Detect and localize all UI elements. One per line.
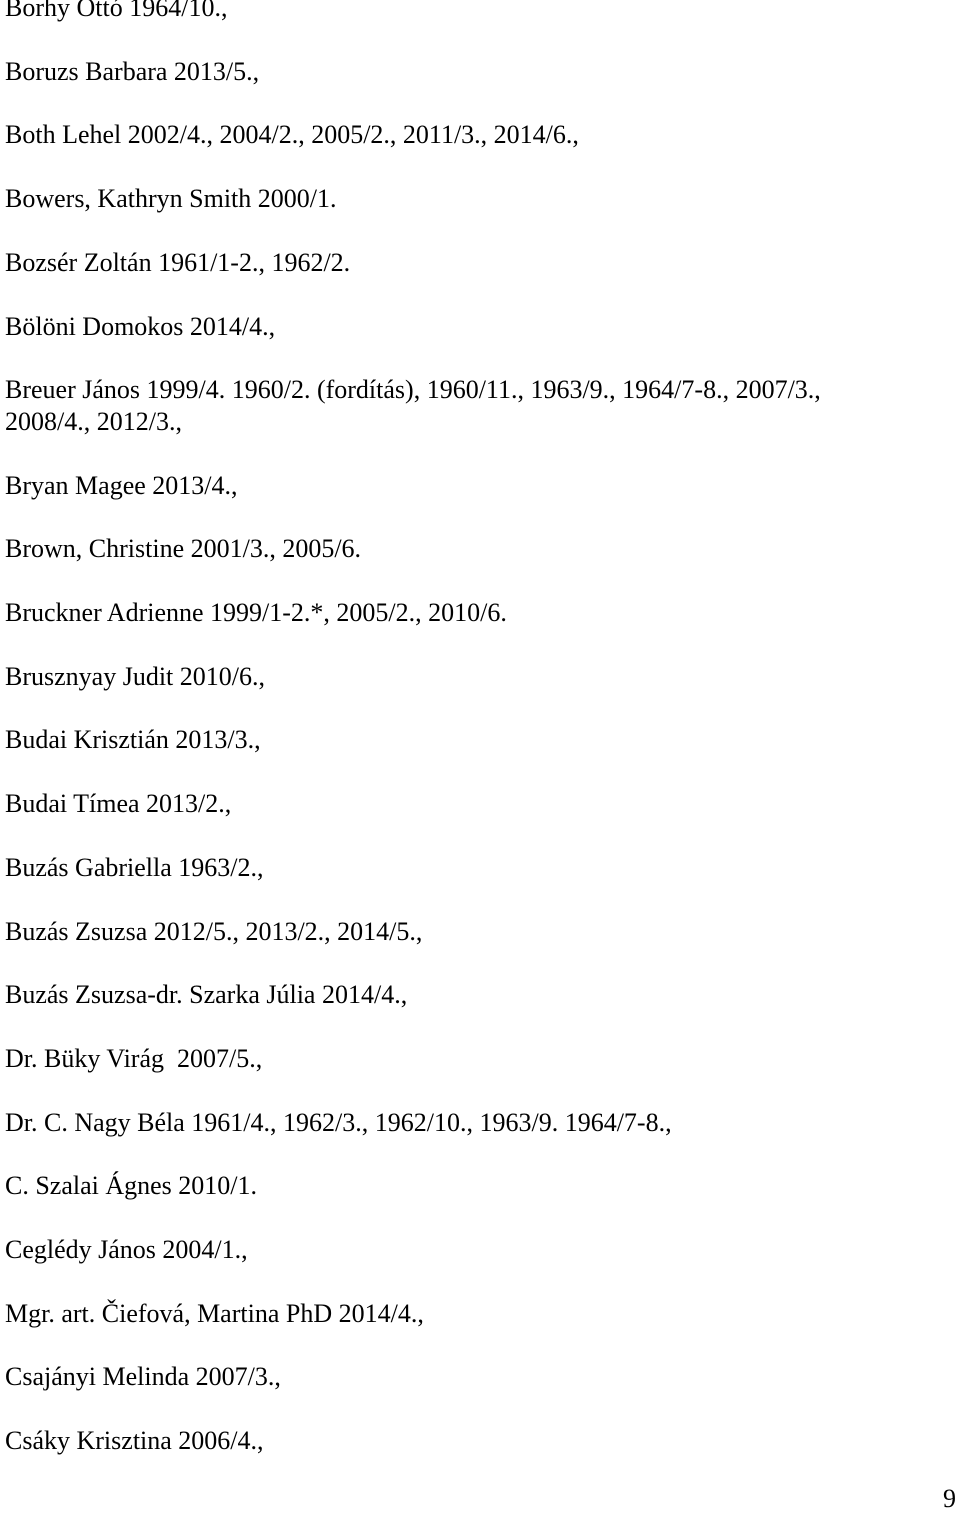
index-entry: Budai Tímea 2013/2., [5,789,232,819]
index-entry: Bruckner Adrienne 1999/1-2.*, 2005/2., 2010/6. [5,598,507,628]
index-entry: Bozsér Zoltán 1961/1-2., 1962/2. [5,247,351,277]
index-entry: Ceglédy János 2004/1., [5,1235,248,1265]
index-entry: Csáky Krisztina 2006/4., [5,1426,264,1456]
index-entry: Both Lehel 2002/4., 2004/2., 2005/2., 2011/3., 2014/6., [5,120,579,150]
index-entry: Brusznyay Judit 2010/6., [5,661,265,691]
index-entry: Borhy Ottó 1964/10., [5,0,228,22]
index-entry: Brown, Christine 2001/3., 2005/6. [5,534,362,564]
author-index-list [5,0,950,1489]
index-entry: C. Szalai Ágnes 2010/1. [5,1171,258,1201]
index-entry: Budai Krisztián 2013/3., [5,725,261,755]
index-entry: Dr. Büky Virág 2007/5., [5,1043,263,1073]
index-entry: Bryan Magee 2013/4., [5,470,238,500]
page-number: 9 [943,1484,956,1513]
index-entry: Mgr. art. Čiefová, Martina PhD 2014/4., [5,1298,424,1328]
index-entry: Buzás Zsuzsa-dr. Szarka Júlia 2014/4., [5,980,408,1010]
index-entry: Buzás Zsuzsa 2012/5., 2013/2., 2014/5., [5,916,423,946]
index-entry: Csajányi Melinda 2007/3., [5,1362,281,1392]
index-entry: Dr. C. Nagy Béla 1961/4., 1962/3., 1962/10., 1963/9. 1964/7-8., [5,1107,672,1137]
index-entry: Bowers, Kathryn Smith 2000/1. [5,184,337,214]
index-entry: Bölöni Domokos 2014/4., [5,311,276,341]
index-entry: Breuer János 1999/4. 1960/2. (fordítás), 1960/11., 1963/9., 1964/7-8., 2007/3., 2008/4., 2012/3., [5,375,821,436]
index-entry: Boruzs Barbara 2013/5., [5,56,260,86]
index-entry: Buzás Gabriella 1963/2., [5,852,264,882]
